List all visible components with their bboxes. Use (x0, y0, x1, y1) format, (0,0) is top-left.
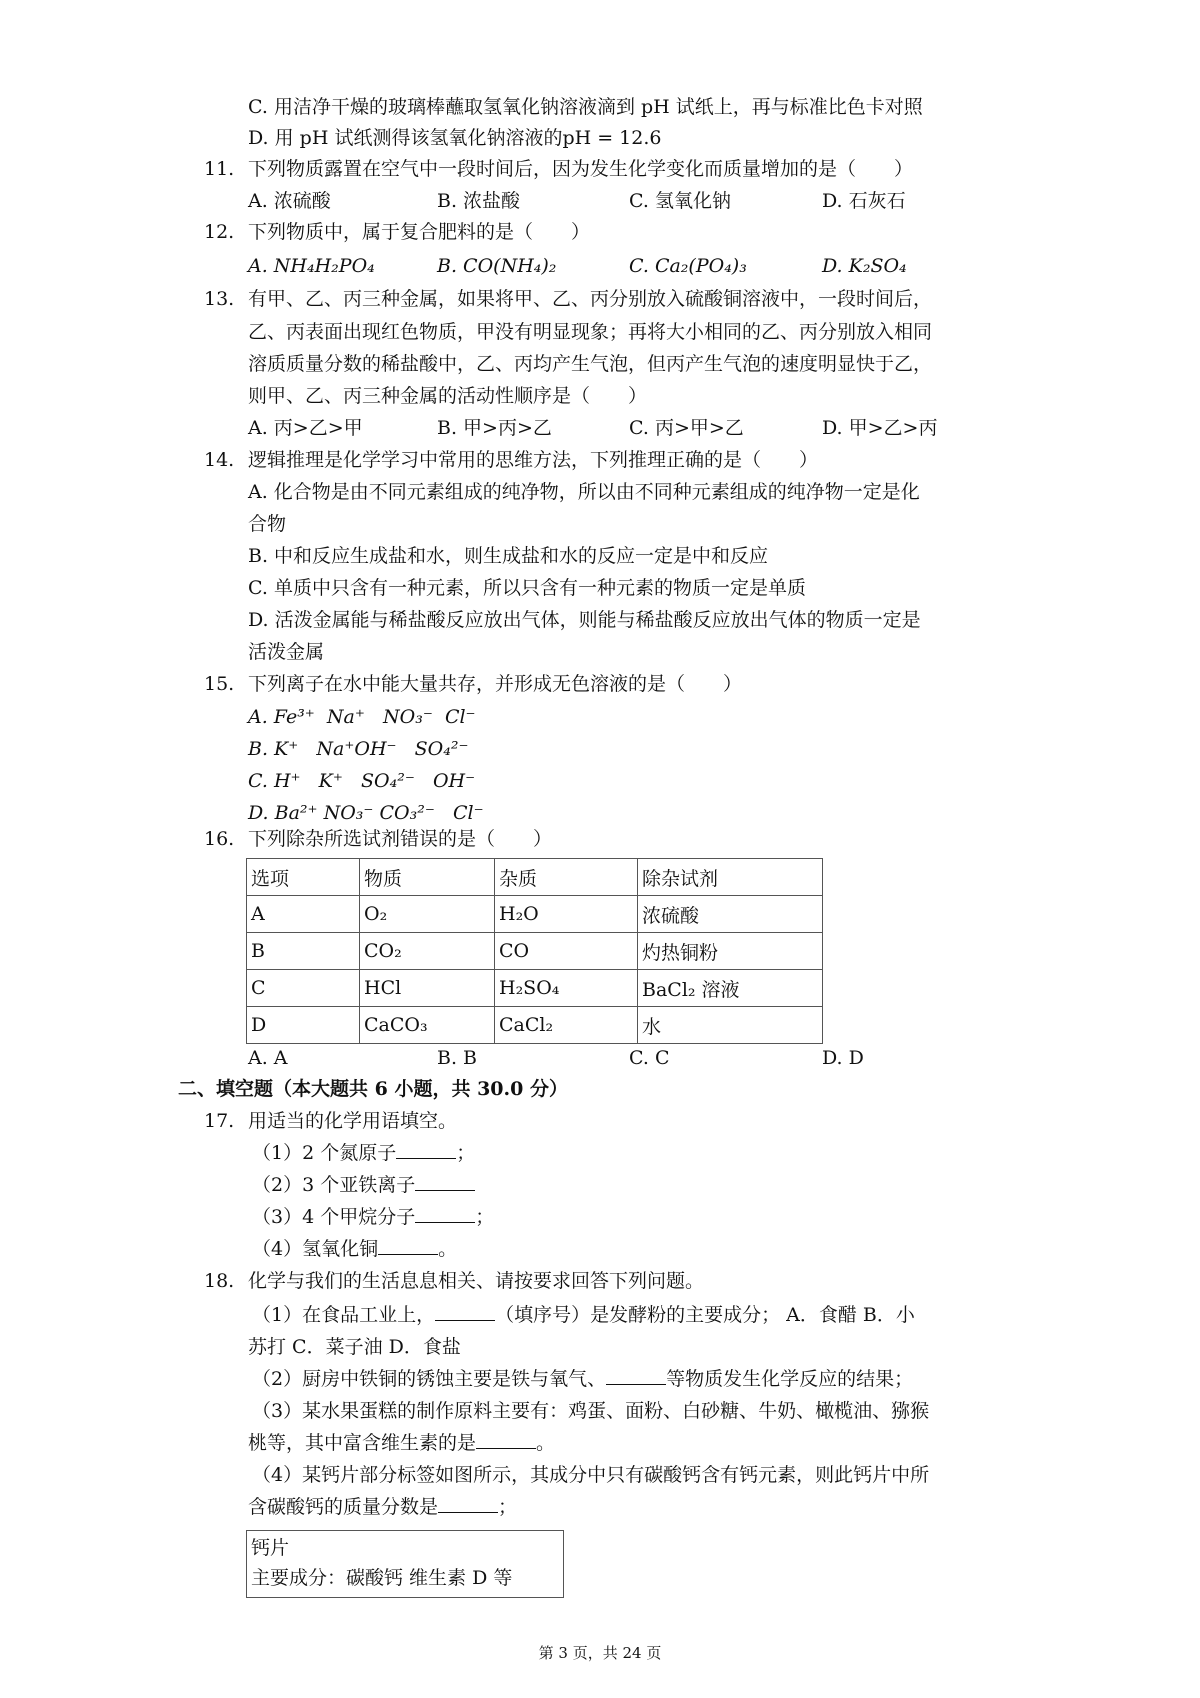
q18-text: （填序号）是发酵粉的主要成分； A．食醋 B．小 (495, 1304, 915, 1326)
table-row (247, 896, 823, 933)
q16-option-c: C. C (629, 1047, 670, 1069)
q12-option-d: D. K₂SO₄ (822, 255, 907, 277)
table-header-cell: 选项 (247, 859, 360, 896)
q18-line (252, 1301, 915, 1329)
q11-option-a: A. 浓硫酸 (248, 190, 331, 212)
table-header-cell: 除杂试剂 (638, 859, 823, 896)
table-row (247, 970, 823, 1007)
q18-text: （2）厨房中铁铜的锈蚀主要是铁与氧气、 (252, 1368, 607, 1390)
answer-blank[interactable] (438, 1494, 498, 1513)
q18-line: （4）某钙片部分标签如图所示，其成分中只有碳酸钙含有钙元素，则此钙片中所 (252, 1464, 930, 1486)
q18-text: 桃等，其中富含维生素的是 (248, 1432, 477, 1454)
table-cell: HCl (360, 970, 495, 1007)
q12-number: 12. (204, 221, 235, 243)
answer-blank[interactable] (378, 1236, 438, 1255)
q13-option-a: A. 丙>乙>甲 (248, 417, 363, 439)
q11-option-b: B. 浓盐酸 (437, 190, 521, 212)
q17-item-end: 。 (438, 1238, 458, 1260)
table-header-cell: 杂质 (495, 859, 638, 896)
label-title: 钙片 (251, 1537, 290, 1559)
table-cell: B (247, 933, 360, 970)
section-heading: 二、填空题（本大题共 6 小题，共 30.0 分） (178, 1078, 568, 1100)
q16-option-b: B. B (437, 1047, 478, 1069)
table-cell: 灼热铜粉 (638, 933, 823, 970)
q18-number: 18. (204, 1270, 235, 1292)
q10-option-d: D. 用 pH 试纸测得该氢氧化钠溶液的pH = 12.6 (248, 127, 662, 149)
q12-option-b: B. CO(NH₄)₂ (437, 255, 557, 277)
q15-option-b: B. K⁺ Na⁺OH⁻ SO₄²⁻ (248, 738, 469, 760)
q18-line: （3）某水果蛋糕的制作原料主要有：鸡蛋、面粉、白砂糖、牛奶、橄榄油、猕猴 (252, 1400, 930, 1422)
table-cell: CaCO₃ (360, 1007, 495, 1044)
q14-line: 活泼金属 (248, 641, 325, 663)
q17-item-text: （3）4 个甲烷分子 (252, 1206, 416, 1228)
q18-text: ； (498, 1496, 518, 1518)
table-row (247, 933, 823, 970)
table-cell: CaCl₂ (495, 1007, 638, 1044)
calcium-tablet-label (246, 1530, 564, 1598)
q13-option-d: D. 甲>乙>丙 (822, 417, 938, 439)
q14-line: C. 单质中只含有一种元素，所以只含有一种元素的物质一定是单质 (248, 577, 806, 599)
q12-stem: 下列物质中，属于复合肥料的是（ ） (248, 221, 591, 243)
q17-item-text: （4）氢氧化铜 (252, 1238, 379, 1260)
answer-blank[interactable] (415, 1172, 475, 1191)
table-cell: 水 (638, 1007, 823, 1044)
q15-option-d: D. Ba²⁺ NO₃⁻ CO₃²⁻ Cl⁻ (248, 802, 484, 824)
q15-option-c: C. H⁺ K⁺ SO₄²⁻ OH⁻ (248, 770, 476, 792)
q11-option-d: D. 石灰石 (822, 190, 906, 212)
q15-number: 15. (204, 673, 235, 695)
q16-number: 16. (204, 828, 235, 850)
table-cell: D (247, 1007, 360, 1044)
q13-option-c: C. 丙>甲>乙 (629, 417, 744, 439)
q18-text: 等物质发生化学反应的结果； (666, 1368, 914, 1390)
q12-option-c: C. Ca₂(PO₄)₃ (629, 255, 747, 277)
q13-stem-line: 有甲、乙、丙三种金属，如果将甲、乙、丙分别放入硫酸铜溶液中，一段时间后， (248, 288, 933, 310)
q16-table (246, 858, 823, 1044)
q10-option-c: C. 用洁净干燥的玻璃棒蘸取氢氧化钠溶液滴到 pH 试纸上，再与标准比色卡对照 (248, 96, 923, 118)
q14-number: 14. (204, 449, 235, 471)
q17-number: 17. (204, 1110, 235, 1132)
q17-item-end: ； (456, 1142, 476, 1164)
q17-item (252, 1203, 494, 1231)
q13-stem-line: 溶质质量分数的稀盐酸中，乙、丙均产生气泡，但丙产生气泡的速度明显快于乙， (248, 353, 933, 375)
q14-line: B. 中和反应生成盐和水，则生成盐和水的反应一定是中和反应 (248, 545, 769, 567)
q13-stem-line: 则甲、乙、丙三种金属的活动性顺序是（ ） (248, 385, 648, 407)
table-cell: BaCl₂ 溶液 (638, 970, 823, 1007)
q11-stem: 下列物质露置在空气中一段时间后，因为发生化学变化而质量增加的是（ ） (248, 158, 914, 180)
q14-stem: 逻辑推理是化学学习中常用的思维方法，下列推理正确的是（ ） (248, 449, 819, 471)
q17-item-text: （1）2 个氮原子 (252, 1142, 397, 1164)
table-cell: CO (495, 933, 638, 970)
q18-text: 。 (536, 1432, 556, 1454)
table-cell: C (247, 970, 360, 1007)
table-header-cell: 物质 (360, 859, 495, 896)
q15-stem: 下列离子在水中能大量共存，并形成无色溶液的是（ ） (248, 673, 743, 695)
q18-line (252, 1365, 913, 1393)
q14-line: D. 活泼金属能与稀盐酸反应放出气体，则能与稀盐酸反应放出气体的物质一定是 (248, 609, 921, 631)
label-body: 主要成分：碳酸钙 维生素 D 等 (251, 1567, 513, 1589)
answer-blank[interactable] (435, 1302, 495, 1321)
answer-blank[interactable] (606, 1366, 666, 1385)
table-cell: A (247, 896, 360, 933)
q18-stem: 化学与我们的生活息息相关、请按要求回答下列问题。 (248, 1270, 705, 1292)
q16-option-a: A. A (248, 1047, 288, 1069)
table-row (247, 1007, 823, 1044)
q16-stem: 下列除杂所选试剂错误的是（ ） (248, 828, 553, 850)
q18-line (248, 1493, 517, 1521)
q16-option-d: D. D (822, 1047, 864, 1069)
q13-number: 13. (204, 288, 235, 310)
table-cell: 浓硫酸 (638, 896, 823, 933)
q11-option-c: C. 氢氧化钠 (629, 190, 731, 212)
q14-line: 合物 (248, 513, 287, 535)
q18-line: 苏打 C．菜子油 D．食盐 (248, 1336, 461, 1358)
table-header-row (247, 859, 823, 896)
q17-item (252, 1139, 475, 1167)
q18-text: （1）在食品工业上， (252, 1304, 436, 1326)
q14-line: A. 化合物是由不同元素组成的纯净物，所以由不同种元素组成的纯净物一定是化 (248, 481, 920, 503)
answer-blank[interactable] (476, 1430, 536, 1449)
table-cell: H₂O (495, 896, 638, 933)
answer-blank[interactable] (396, 1140, 456, 1159)
q17-item-text: （2）3 个亚铁离子 (252, 1174, 416, 1196)
q17-item-end: ； (475, 1206, 495, 1228)
table-cell: CO₂ (360, 933, 495, 970)
table-cell: H₂SO₄ (495, 970, 638, 1007)
q11-number: 11. (204, 158, 235, 180)
answer-blank[interactable] (415, 1204, 475, 1223)
q17-stem: 用适当的化学用语填空。 (248, 1110, 458, 1132)
q12-option-a: A. NH₄H₂PO₄ (248, 255, 375, 277)
q18-line (248, 1429, 555, 1457)
page-footer: 第 3 页，共 24 页 (538, 1644, 662, 1662)
table-cell: O₂ (360, 896, 495, 933)
q17-item (252, 1235, 457, 1263)
q17-item (252, 1171, 475, 1199)
q18-text: 含碳酸钙的质量分数是 (248, 1496, 439, 1518)
q15-option-a: A. Fe³⁺ Na⁺ NO₃⁻ Cl⁻ (248, 706, 476, 728)
q13-stem-line: 乙、丙表面出现红色物质，甲没有明显现象；再将大小相同的乙、丙分别放入相同 (248, 321, 933, 343)
q13-option-b: B. 甲>丙>乙 (437, 417, 552, 439)
